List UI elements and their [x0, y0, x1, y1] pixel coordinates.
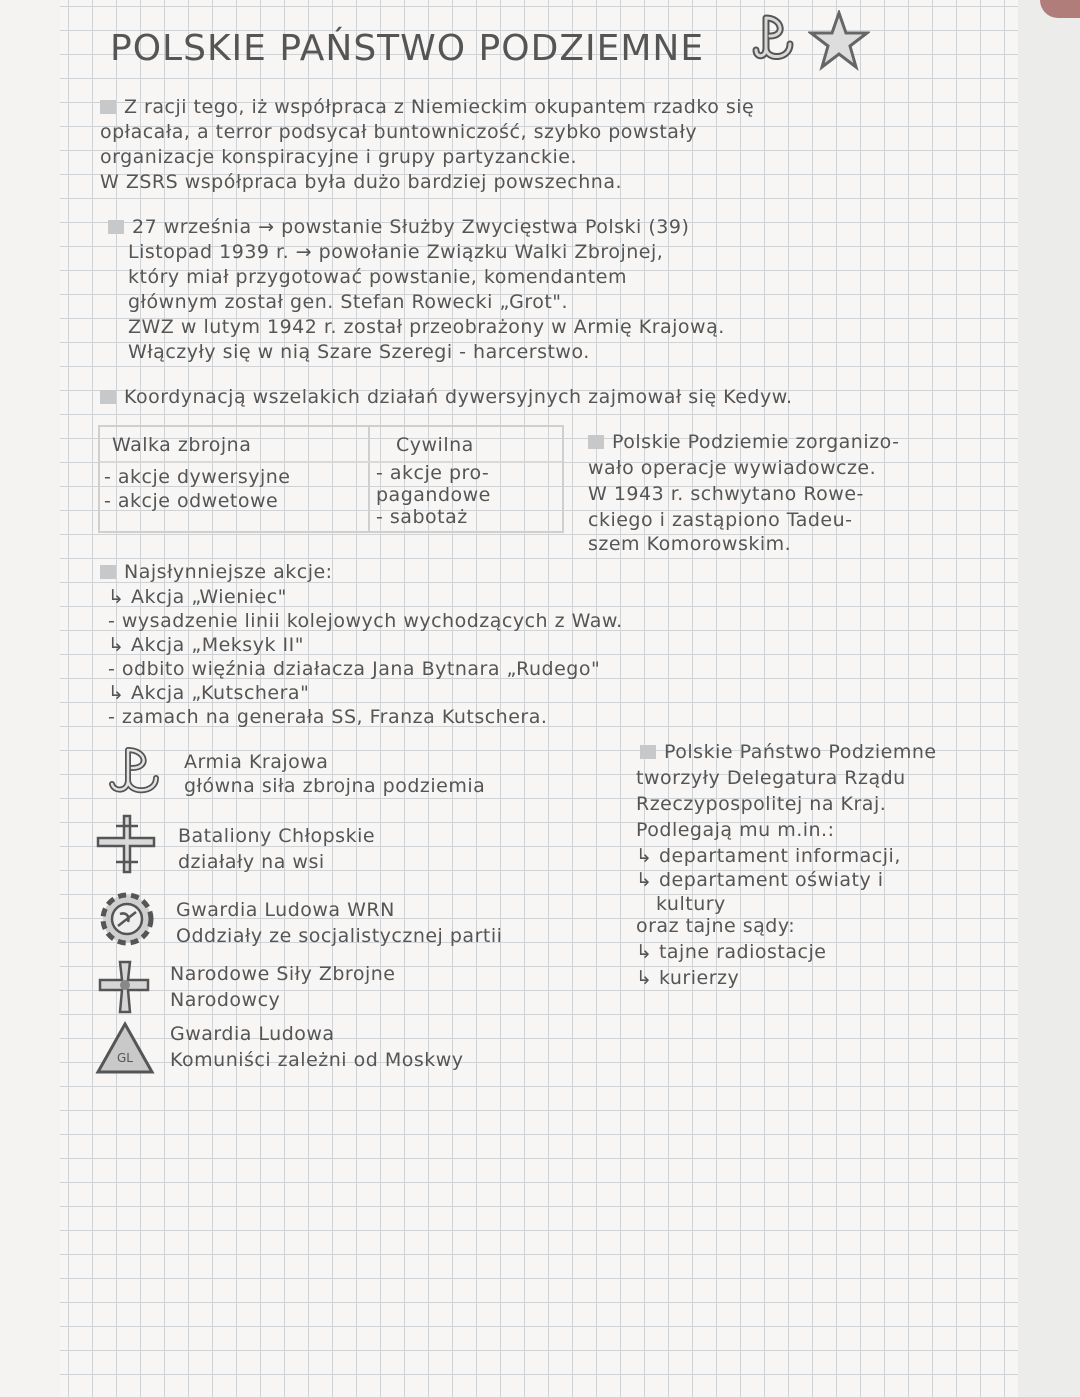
- page-edge: [1018, 0, 1080, 1397]
- cross-icon: [94, 812, 158, 876]
- kotwica-icon: [98, 744, 168, 802]
- actions-heading: Najsłynniejsze akcje:: [100, 560, 333, 584]
- table-cell: - akcje pro-: [376, 462, 490, 484]
- state-note-line: ↳ tajne radiostacje: [636, 941, 827, 963]
- kotwica-icon: [752, 12, 800, 68]
- state-note-line: Podlegają mu m.in.:: [636, 819, 835, 841]
- table-header-civil: Cywilna: [396, 434, 474, 456]
- org-name: Gwardia Ludowa WRN: [176, 899, 395, 921]
- state-note-line: ↳ departament oświaty i: [636, 869, 884, 891]
- state-note-line: ↳ kurierzy: [636, 967, 740, 989]
- actions-line: ↳ Akcja „Wieniec": [108, 586, 287, 608]
- org-desc: Narodowcy: [170, 989, 281, 1011]
- activity-table: [98, 425, 564, 533]
- bullet-box: [108, 220, 124, 234]
- section2-line: Włączyły się w nią Szare Szeregi - harcerstwo.: [128, 341, 590, 363]
- bullet-box: [588, 435, 604, 449]
- page-title: POLSKIE PAŃSTWO PODZIEMNE: [110, 28, 705, 69]
- section2-line: głównym został gen. Stefan Rowecki „Grot".: [128, 291, 569, 313]
- section2-line: Listopad 1939 r. → powołanie Związku Walki Zbrojnej,: [128, 241, 664, 263]
- side-note-line: szem Komorowskim.: [588, 533, 792, 555]
- table-header-armed: Walka zbrojna: [112, 434, 252, 456]
- org-name: Armia Krajowa: [184, 751, 329, 773]
- gear-emblem-icon: [94, 886, 160, 952]
- triangle-gl-icon: [94, 1020, 156, 1076]
- state-note-line: Polskie Państwo Podziemne: [640, 740, 937, 764]
- section1-line: W ZSRS współpraca była dużo bardziej powszechna.: [100, 171, 622, 193]
- bullet-box: [640, 745, 656, 759]
- bullet-box: [100, 390, 116, 404]
- org-name: Narodowe Siły Zbrojne: [170, 963, 396, 985]
- state-note-line: ↳ departament informacji,: [636, 845, 901, 867]
- section1-line: Z racji tego, iż współpraca z Niemieckim okupantem rzadko się: [100, 95, 754, 119]
- table-cell: - sabotaż: [376, 506, 468, 528]
- actions-line: ↳ Akcja „Kutschera": [108, 682, 310, 704]
- side-note-line: Polskie Podziemie zorganizo-: [588, 430, 899, 454]
- bullet-box: [100, 100, 116, 114]
- table-cell: pagandowe: [376, 484, 491, 506]
- section2-line: ZWZ w lutym 1942 r. został przeobrażony w Armię Krajową.: [128, 316, 725, 338]
- star-icon: [808, 10, 870, 72]
- org-desc: działały na wsi: [178, 851, 325, 873]
- section2-line: który miał przygotować powstanie, komendantem: [128, 266, 627, 288]
- actions-line: - odbito więźnia działacza Jana Bytnara „Rudego": [108, 658, 601, 680]
- actions-line: ↳ Akcja „Meksyk II": [108, 634, 304, 656]
- side-note-line: W 1943 r. schwytano Rowe-: [588, 483, 864, 505]
- triangle-badge-text: GL: [117, 1051, 133, 1065]
- section1-line: opłacała, a terror podsycał buntowniczość, szybko powstały: [100, 121, 698, 143]
- side-note-line: ckiego i zastąpiono Tadeu-: [588, 509, 853, 531]
- side-note-line: wało operacje wywiadowcze.: [588, 457, 877, 479]
- section2-line: 27 września → powstanie Służby Zwycięstwa Polski (39): [108, 215, 689, 239]
- table-cell: - akcje odwetowe: [104, 490, 279, 512]
- actions-line: - zamach na generała SS, Franza Kutschera.: [108, 706, 548, 728]
- nsz-cross-icon: [96, 958, 154, 1016]
- state-note-line: kultury: [656, 893, 726, 915]
- table-cell: - akcje dywersyjne: [104, 466, 291, 488]
- org-desc: główna siła zbrojna podziemia: [184, 775, 486, 797]
- section1-line: organizacje konspiracyjne i grupy partyzanckie.: [100, 146, 578, 168]
- actions-line: - wysadzenie linii kolejowych wychodzących z Waw.: [108, 610, 623, 632]
- bullet-box: [100, 565, 116, 579]
- org-name: Gwardia Ludowa: [170, 1023, 335, 1045]
- state-note-line: Rzeczypospolitej na Kraj.: [636, 793, 887, 815]
- state-note-line: tworzyły Delegatura Rządu: [636, 767, 906, 789]
- org-desc: Komuniści zależni od Moskwy: [170, 1049, 464, 1071]
- section3-line: Koordynacją wszelakich działań dywersyjnych zajmował się Kedyw.: [100, 385, 793, 409]
- state-note-line: oraz tajne sądy:: [636, 915, 796, 937]
- org-desc: Oddziały ze socjalistycznej partii: [176, 925, 503, 947]
- org-name: Bataliony Chłopskie: [178, 825, 376, 847]
